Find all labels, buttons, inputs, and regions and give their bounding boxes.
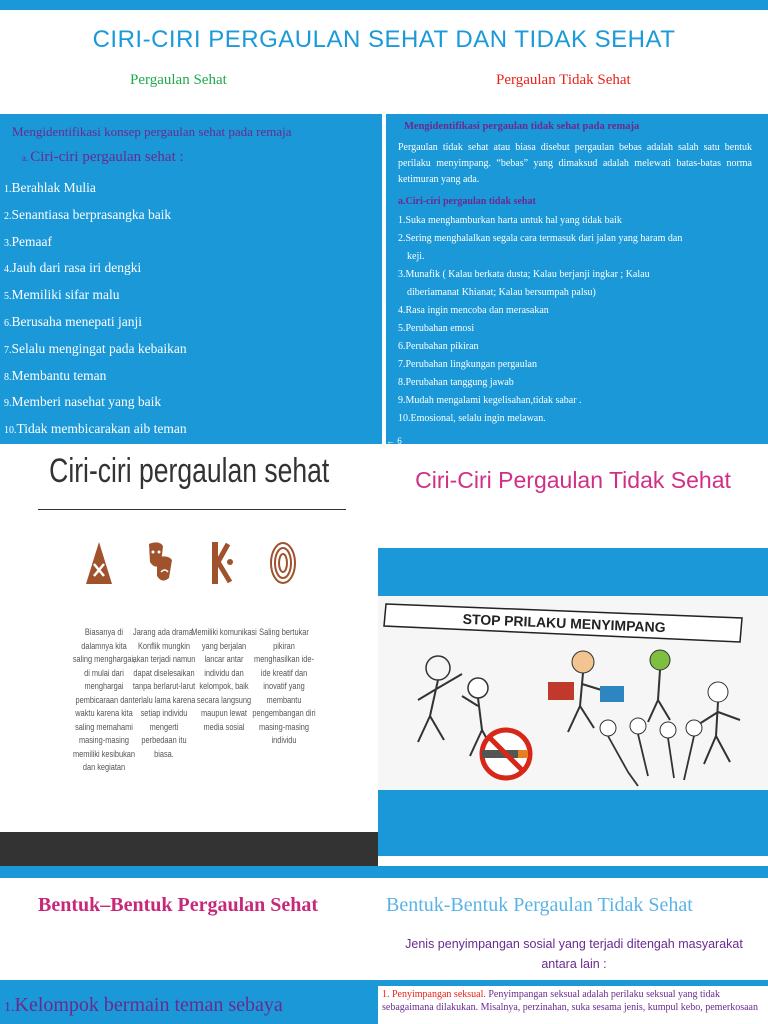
- healthy-forms-item: [4, 994, 283, 1017]
- item-number: 7.: [4, 344, 12, 356]
- item-number: 7.: [398, 359, 406, 370]
- item-number: 8.: [398, 377, 406, 388]
- item-number: 2.: [4, 210, 12, 222]
- list-item: [398, 356, 758, 374]
- item-number: 8.: [4, 371, 12, 383]
- item-text: Jauh dari rasa iri dengki: [11, 260, 142, 276]
- subheading-text: Ciri-ciri pergaulan sehat :: [30, 149, 184, 165]
- talking-people-icon: [206, 540, 236, 586]
- unhealthy-panel-heading: Mengidentifikasi pergaulan tidak sehat pada remaja: [404, 121, 640, 132]
- deviant-behavior-illustration: [378, 596, 768, 790]
- unhealthy-forms-title: Bentuk-Bentuk Pergaulan Tidak Sehat: [386, 894, 693, 916]
- blue-band: [378, 548, 768, 596]
- item-text: Memiliki sifar malu: [11, 287, 120, 303]
- item-number: 4.: [398, 305, 406, 316]
- unhealthy-panel-intro: Pergaulan tidak sehat atau biasa disebut pergaulan bebas adalah salah satu bentuk perilaku menyimpang. “bebas” yang dimaksud adalah melewati batas-batas norma ketimuran yang ada.: [398, 142, 752, 185]
- list-item: [4, 256, 374, 283]
- triangle-x-icon: [84, 540, 114, 586]
- list-item: [398, 212, 758, 230]
- item-text: Perubahan tanggung jawab: [405, 377, 514, 388]
- poster-column-text: Biasanya di dalamnya kita saling menghargai, di mulai dari menghargai pembicaraan dan waktu karena kita saling memahami masing-masing memiliki kesibukan dan kegiatan: [72, 627, 136, 772]
- item-text: Suka menghamburkan harta untuk hal yang tidak baik: [405, 215, 622, 226]
- item-number: 9.: [398, 395, 406, 406]
- healthy-panel-subheading: [22, 149, 184, 166]
- item-number: 1.: [398, 215, 406, 226]
- banner-text: STOP PRILAKU MENYIMPANG: [462, 610, 666, 636]
- poster-column-text: Memiliki komunikasi yang berjalan lancar antar individu dan kelompok, baik secara langsung maupun lewat media sosial: [191, 627, 257, 732]
- list-item: [4, 337, 374, 364]
- blue-band: [378, 790, 768, 856]
- item-number: 4.: [4, 264, 12, 276]
- item-text: Berusaha menepati janji: [11, 313, 142, 329]
- poster-column-text: Jarang ada drama. Konflik mungkin akan terjadi namun dapat diselesaikan tanpa berlarut-larut terlalu lama karena setiap individu mengerti perbedaan itu biasa.: [132, 627, 196, 759]
- unhealthy-traits-panel: [386, 114, 768, 444]
- item-text: Membantu teman: [11, 367, 107, 383]
- unhealthy-traits-list: [398, 212, 758, 428]
- item-text-continued: keji.: [407, 251, 425, 262]
- list-item: [4, 310, 374, 337]
- item-text: Kelompok bermain teman sebaya: [14, 994, 283, 1016]
- item-text: Emosional, selalu ingin melawan.: [410, 413, 546, 424]
- unhealthy-forms-description: Jenis penyimpangan sosial yang terjadi ditengah masyarakat antara lain :: [405, 937, 743, 971]
- page-title: CIRI-CIRI PERGAULAN SEHAT DAN TIDAK SEHAT: [92, 26, 676, 53]
- item-text: Senantiasa berprasangka baik: [11, 206, 172, 222]
- item-number: 1.: [4, 1000, 15, 1015]
- item-text: Tidak membicarakan aib teman: [16, 421, 187, 437]
- item-text: Munafik ( Kalau berkata dusta; Kalau berjanji ingkar ; Kalau: [405, 269, 650, 280]
- list-item: [398, 338, 758, 356]
- top-bar: [0, 0, 768, 10]
- list-item: [398, 374, 758, 392]
- unhealthy-forms-item: [382, 988, 766, 1014]
- poster-title: Ciri-ciri pergaulan sehat: [49, 452, 330, 490]
- list-item: [4, 417, 374, 444]
- item-number: 6.: [4, 317, 12, 329]
- item-number: 10.: [398, 413, 411, 424]
- item-text: Perubahan pikiran: [405, 341, 479, 352]
- healthy-traits-poster: [0, 444, 378, 866]
- item-text: Perubahan emosi: [405, 323, 475, 334]
- list-item: [4, 230, 374, 257]
- item-text: Sering menghalalkan segala cara termasuk dari jalan yang haram dan: [405, 233, 683, 244]
- list-item: [4, 390, 374, 417]
- item-text: Pemaaf: [11, 233, 52, 249]
- subtitle-unhealthy: Pergaulan Tidak Sehat: [496, 72, 631, 88]
- poster-divider: [38, 509, 346, 510]
- fingerprint-icon: [268, 540, 298, 586]
- item-text: Selalu mengingat pada kebaikan: [11, 340, 187, 356]
- poster-column-text: Saling bertukar pikiran menghasilkan ide-ide kreatif dan inovatif yang membantu pengembangan diri masing-masing individu: [252, 627, 316, 745]
- item-number: 6.: [398, 341, 406, 352]
- item-text: Memberi nasehat yang baik: [11, 394, 162, 410]
- item-text: Perubahan lingkungan pergaulan: [405, 359, 537, 370]
- list-item: [4, 283, 374, 310]
- item-number: 5.: [398, 323, 406, 334]
- list-item: [398, 410, 758, 428]
- item-text: Penyimpangan seksual adalah perilaku seksual yang tidak sebagaimana dilakukan. Misalnya, perzinahan, suka sesama jenis, kumpul kebo, pemerkosaan: [382, 989, 758, 1013]
- item-lead: 1. Penyimpangan seksual.: [382, 989, 486, 1000]
- item-text: Berahlak Mulia: [11, 180, 96, 195]
- subtitle-healthy: Pergaulan Sehat: [130, 72, 227, 88]
- poster-footer-bar: [0, 832, 378, 866]
- list-item: [398, 230, 758, 266]
- list-item: [4, 176, 374, 203]
- bullet-label: a.: [22, 153, 29, 163]
- item-text: Rasa ingin mencoba dan merasakan: [405, 305, 549, 316]
- healthy-forms-title: Bentuk–Bentuk Pergaulan Sehat: [38, 894, 319, 916]
- drama-masks-icon: [145, 540, 175, 586]
- healthy-traits-list: [4, 176, 374, 444]
- list-item: [398, 320, 758, 338]
- item-number: 5.: [4, 291, 12, 303]
- healthy-traits-panel: [0, 114, 382, 444]
- list-item: [4, 203, 374, 230]
- item-number: 3.: [4, 237, 12, 249]
- illustration-drawing: [378, 596, 768, 790]
- item-number: 9.: [4, 398, 12, 410]
- list-item: [398, 302, 758, 320]
- item-number: 10.: [4, 425, 17, 437]
- healthy-panel-heading: Mengidentifikasi konsep pergaulan sehat pada remaja: [12, 124, 292, 139]
- list-item: [4, 364, 374, 391]
- item-text-continued: diberiamanat Khianat; Kalau bersumpah palsu): [407, 287, 596, 298]
- unhealthy-section-title: Ciri-Ciri Pergaulan Tidak Sehat: [415, 467, 731, 493]
- blue-band: [0, 866, 768, 878]
- item-number: 1.: [4, 184, 12, 195]
- item-text: Mudah mengalami kegelisahan,tidak sabar .: [405, 395, 582, 406]
- stray-mark: ← 6: [386, 436, 402, 446]
- item-number: 3.: [398, 269, 406, 280]
- list-item: [398, 266, 758, 302]
- item-number: 2.: [398, 233, 406, 244]
- unhealthy-panel-subheading: a.Ciri-ciri pergaulan tidak sehat: [398, 196, 536, 207]
- list-item: [398, 392, 758, 410]
